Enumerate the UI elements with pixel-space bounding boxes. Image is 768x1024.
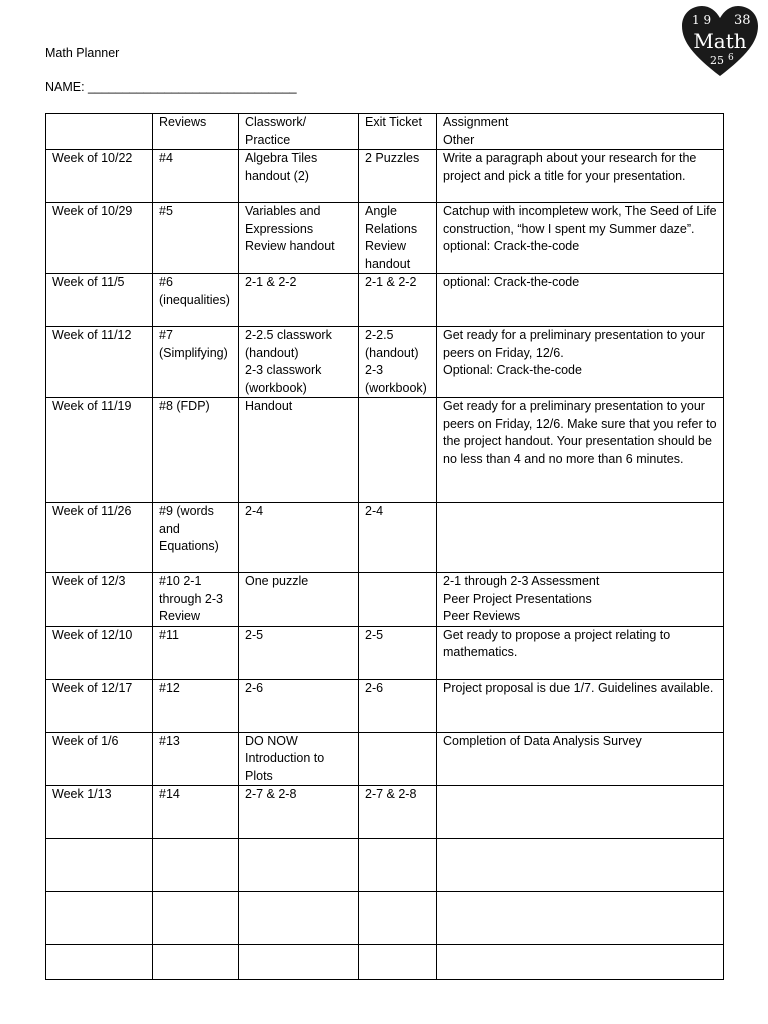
- week-cell: [46, 626, 153, 679]
- week-cell: [46, 503, 153, 573]
- exit-ticket-cell: [359, 945, 437, 980]
- reviews-cell-text: #7 (Simplifying): [159, 328, 228, 360]
- week-cell: [46, 150, 153, 203]
- classwork-cell: [239, 503, 359, 573]
- reviews-cell-text: #6 (inequalities): [159, 275, 230, 307]
- classwork-cell-text: 2-7 & 2-8: [245, 787, 297, 801]
- assignment-cell: [437, 892, 724, 945]
- exit-ticket-cell-text: 2-5: [365, 627, 384, 642]
- classwork-cell: [239, 327, 359, 398]
- reviews-cell: [153, 945, 239, 980]
- column-header-label: Assignment Other: [443, 115, 509, 147]
- classwork-cell: [239, 679, 359, 732]
- classwork-cell-text: 2-5: [245, 627, 264, 642]
- week-cell: [46, 274, 153, 327]
- table-row: [46, 573, 724, 627]
- header-row: [46, 114, 724, 150]
- reviews-cell-text: #13: [159, 733, 180, 748]
- exit-ticket-cell: [359, 327, 437, 398]
- classwork-cell: [239, 274, 359, 327]
- classwork-cell: [239, 626, 359, 679]
- reviews-cell: [153, 732, 239, 786]
- exit-ticket-cell-text: 2-7 & 2-8: [365, 787, 417, 801]
- name-field-label: NAME: ______________________________: [45, 80, 297, 94]
- assignment-cell-text: Write a paragraph about your research for the project and pick a title for your presentation.: [443, 151, 697, 183]
- reviews-cell: [153, 503, 239, 573]
- column-header: [153, 114, 239, 150]
- week-cell: [46, 732, 153, 786]
- assignment-cell: [437, 732, 724, 786]
- classwork-cell-text: DO NOW Introduction to Plots: [245, 733, 325, 783]
- reviews-cell: [153, 626, 239, 679]
- assignment-cell: [437, 398, 724, 503]
- week-cell: [46, 839, 153, 892]
- exit-ticket-cell: [359, 892, 437, 945]
- reviews-cell: [153, 150, 239, 203]
- week-cell-text: Week of 11/12: [52, 328, 132, 342]
- reviews-cell-text: #11: [159, 627, 179, 642]
- week-cell-text: Week of 1/6: [52, 733, 119, 748]
- reviews-cell: [153, 203, 239, 274]
- classwork-cell-text: One puzzle: [245, 574, 309, 588]
- week-cell-text: Week of 11/5: [52, 275, 125, 289]
- classwork-cell: [239, 398, 359, 503]
- table-row: [46, 732, 724, 786]
- week-cell-text: Week of 12/17: [52, 680, 133, 695]
- column-header-label: Classwork/ Practice: [245, 115, 307, 147]
- planner-title: Math Planner: [45, 46, 120, 60]
- classwork-cell: [239, 203, 359, 274]
- exit-ticket-cell: [359, 503, 437, 573]
- assignment-cell: [437, 839, 724, 892]
- week-cell-text: Week of 11/19: [52, 399, 132, 413]
- reviews-cell-text: #5: [159, 204, 173, 218]
- reviews-cell-text: #4: [159, 151, 173, 165]
- column-header: [239, 114, 359, 150]
- exit-ticket-cell: [359, 679, 437, 732]
- column-header-label: Exit Ticket: [365, 115, 422, 129]
- classwork-cell: [239, 150, 359, 203]
- week-cell: [46, 327, 153, 398]
- column-header-label: Reviews: [159, 115, 207, 129]
- table-row: [46, 274, 724, 327]
- column-header: [46, 114, 153, 150]
- week-cell: [46, 892, 153, 945]
- classwork-cell-text: 2-6: [245, 680, 264, 695]
- week-cell: [46, 945, 153, 980]
- week-cell: [46, 573, 153, 627]
- reviews-cell-text: #8 (FDP): [159, 399, 210, 413]
- week-cell-text: Week of 11/26: [52, 504, 132, 518]
- column-header: [359, 114, 437, 150]
- exit-ticket-cell: [359, 203, 437, 274]
- reviews-cell: [153, 573, 239, 627]
- classwork-cell: [239, 945, 359, 980]
- classwork-cell-text: Algebra Tiles handout (2): [245, 151, 318, 183]
- reviews-cell: [153, 274, 239, 327]
- classwork-cell-text: 2-1 & 2-2: [245, 275, 297, 289]
- assignment-cell: [437, 203, 724, 274]
- table-row: [46, 945, 724, 980]
- exit-ticket-cell-text: 2 Puzzles: [365, 151, 420, 165]
- svg-text:6: 6: [728, 53, 734, 63]
- week-cell: [46, 203, 153, 274]
- reviews-cell: [153, 839, 239, 892]
- assignment-cell-text: 2-1 through 2-3 Assessment Peer Project Presentations Peer Reviews: [443, 574, 600, 623]
- assignment-cell-text: Catchup with incompletew work, The Seed of Life construction, “how I spent my Summer daze”. optional: Crack-the-code: [443, 204, 717, 253]
- column-header: [437, 114, 724, 150]
- exit-ticket-cell-text: Angle Relations Review handout: [365, 204, 418, 271]
- week-cell: [46, 398, 153, 503]
- exit-ticket-cell: [359, 274, 437, 327]
- assignment-cell-text: Get ready for a preliminary presentation to your peers on Friday, 12/6. Optional: Crack-the-code: [443, 328, 705, 377]
- assignment-cell-text: Get ready for a preliminary presentation to your peers on Friday, 12/6. Make sure that you refer to the project handout. Your presentation should be no less than 4 and no more than 6 minutes.: [443, 399, 717, 466]
- assignment-cell-text: Project proposal is due 1/7. Guidelines available.: [443, 680, 714, 695]
- reviews-cell-text: #14: [159, 787, 180, 801]
- exit-ticket-cell: [359, 150, 437, 203]
- exit-ticket-cell: [359, 786, 437, 839]
- assignment-cell: [437, 573, 724, 627]
- svg-text:25: 25: [710, 54, 724, 67]
- assignment-cell-text: Completion of Data Analysis Survey: [443, 733, 642, 748]
- week-cell-text: Week 1/13: [52, 787, 112, 801]
- classwork-cell-text: 2-4: [245, 504, 264, 518]
- table-row: [46, 203, 724, 274]
- classwork-cell-text: Variables and Expressions Review handout: [245, 204, 335, 253]
- assignment-cell: [437, 626, 724, 679]
- week-cell-text: Week of 12/3: [52, 574, 126, 588]
- svg-text:38: 38: [734, 13, 751, 28]
- assignment-cell: [437, 327, 724, 398]
- week-cell: [46, 786, 153, 839]
- svg-text:1 9: 1 9: [692, 13, 712, 27]
- table-row: [46, 503, 724, 573]
- exit-ticket-cell-text: 2-1 & 2-2: [365, 275, 417, 289]
- assignment-cell: [437, 786, 724, 839]
- assignment-cell: [437, 274, 724, 327]
- exit-ticket-cell: [359, 732, 437, 786]
- assignment-cell-text: Get ready to propose a project relating to mathematics.: [443, 627, 671, 659]
- exit-ticket-cell: [359, 398, 437, 503]
- assignment-cell: [437, 503, 724, 573]
- reviews-cell-text: #9 (words and Equations): [159, 504, 219, 553]
- assignment-cell: [437, 945, 724, 980]
- planner-table: [45, 113, 724, 980]
- reviews-cell: [153, 892, 239, 945]
- classwork-cell: [239, 732, 359, 786]
- week-cell-text: Week of 12/10: [52, 627, 133, 642]
- table-row: [46, 679, 724, 732]
- week-cell: [46, 679, 153, 732]
- exit-ticket-cell: [359, 573, 437, 627]
- week-cell-text: Week of 10/22: [52, 151, 133, 165]
- classwork-cell: [239, 573, 359, 627]
- classwork-cell: [239, 839, 359, 892]
- table-row: [46, 786, 724, 839]
- classwork-cell-text: 2-2.5 classwork (handout) 2-3 classwork (workbook): [245, 328, 332, 395]
- classwork-cell-text: Handout: [245, 399, 293, 413]
- exit-ticket-cell-text: 2-2.5 (handout) 2-3 (workbook): [365, 328, 427, 395]
- table-row: [46, 839, 724, 892]
- exit-ticket-cell-text: 2-6: [365, 680, 384, 695]
- reviews-cell: [153, 786, 239, 839]
- math-heart-logo: [680, 4, 760, 78]
- reviews-cell: [153, 398, 239, 503]
- exit-ticket-cell: [359, 839, 437, 892]
- table-row: [46, 327, 724, 398]
- table-row: [46, 892, 724, 945]
- assignment-cell: [437, 679, 724, 732]
- assignment-cell-text: optional: Crack-the-code: [443, 275, 580, 289]
- table-row: [46, 150, 724, 203]
- assignment-cell: [437, 150, 724, 203]
- reviews-cell-text: #10 2-1 through 2-3 Review: [159, 574, 223, 623]
- exit-ticket-cell: [359, 626, 437, 679]
- table-row: [46, 626, 724, 679]
- exit-ticket-cell-text: 2-4: [365, 504, 384, 518]
- classwork-cell: [239, 892, 359, 945]
- svg-text:Math: Math: [693, 29, 747, 53]
- table-row: [46, 398, 724, 503]
- reviews-cell: [153, 327, 239, 398]
- classwork-cell: [239, 786, 359, 839]
- reviews-cell: [153, 679, 239, 732]
- reviews-cell-text: #12: [159, 680, 180, 695]
- week-cell-text: Week of 10/29: [52, 204, 133, 218]
